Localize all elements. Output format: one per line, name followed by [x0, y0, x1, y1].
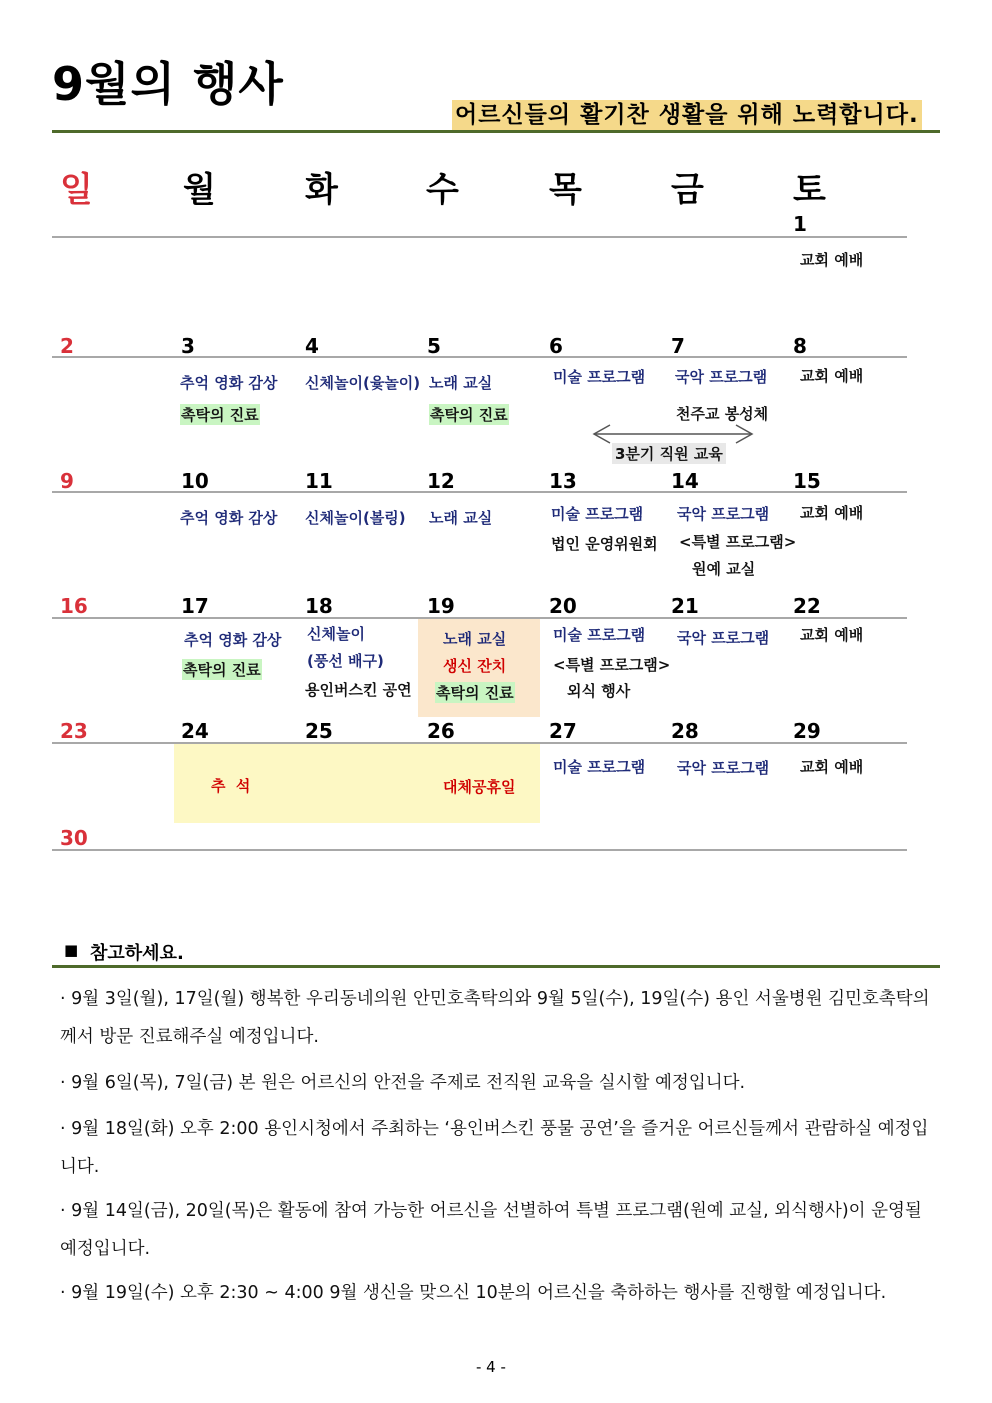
- event-singing: 노래 교실: [429, 374, 493, 392]
- event-staff-training: 3분기 직원 교육: [612, 443, 726, 464]
- day-number: 22: [793, 594, 821, 618]
- day-number: 24: [181, 719, 209, 743]
- note-item: · 9월 3일(월), 17일(월) 행복한 우리동네의원 안민호촉탁의와 9월 5일(수), 19일(수) 용인 서울병원 김민호촉탁의께서 방문 진료해주실 예정입니다.: [60, 989, 930, 1047]
- event-art: 미술 프로그램: [551, 505, 644, 523]
- day-number: 19: [427, 594, 455, 618]
- header-divider: [52, 130, 940, 133]
- event-balloon: (풍선 배구): [307, 652, 384, 670]
- weekday-wednesday: 수: [426, 170, 459, 210]
- event-physical-play: 신체놀이(볼링): [305, 509, 406, 527]
- event-dining-out: 외식 행사: [567, 682, 631, 700]
- event-church: 교회 예배: [800, 504, 864, 522]
- event-movie: 추억 영화 감상: [180, 509, 278, 527]
- event-art: 미술 프로그램: [553, 368, 646, 386]
- event-gugak: 국악 프로그램: [677, 759, 770, 777]
- day-number: 6: [549, 334, 563, 358]
- day-number: 7: [671, 334, 685, 358]
- event-art: 미술 프로그램: [553, 626, 646, 644]
- page-title: 9월의 행사: [52, 57, 284, 111]
- weekday-monday: 월: [183, 170, 216, 210]
- note-item: · 9월 19일(수) 오후 2:30 ~ 4:00 9월 생신을 맞으신 10분의 어르신을 축하하는 행사를 진행할 예정입니다.: [60, 1283, 887, 1303]
- week-line: [52, 236, 907, 238]
- day-number: 11: [305, 469, 333, 493]
- notes-title: 참고하세요.: [90, 943, 184, 964]
- day-number: 20: [549, 594, 577, 618]
- day-number: 4: [305, 334, 319, 358]
- event-gugak: 국악 프로그램: [675, 368, 768, 386]
- event-movie: 추억 영화 감상: [184, 631, 282, 649]
- event-busking: 용인버스킨 공연: [305, 681, 412, 699]
- event-substitute-holiday: 대체공휴일: [443, 778, 516, 796]
- day-number: 17: [181, 594, 209, 618]
- event-gardening: 원예 교실: [692, 560, 756, 578]
- event-communion: 천주교 봉성체: [676, 405, 769, 423]
- day-number: 30: [60, 826, 88, 850]
- note-item: · 9월 14일(금), 20일(목)은 활동에 참여 가능한 어르신을 선별하여 특별 프로그램(원예 교실, 외식행사)이 운영될 예정입니다.: [60, 1201, 922, 1259]
- event-singing: 노래 교실: [429, 509, 493, 527]
- day-number: 3: [181, 334, 195, 358]
- day-number: 2: [60, 334, 74, 358]
- event-special: <특별 프로그램>: [679, 533, 797, 551]
- event-physical-play: 신체놀이: [307, 625, 365, 643]
- event-chuseok: 추 석: [211, 777, 251, 795]
- event-committee: 법인 운영위원회: [551, 535, 658, 553]
- weekday-sunday: 일: [60, 170, 93, 210]
- event-doctor: 촉탁의 진료: [430, 406, 508, 424]
- note-item: · 9월 6일(목), 7일(금) 본 원은 어르신의 안전을 주제로 전직원 교육을 실시할 예정입니다.: [60, 1073, 746, 1093]
- event-doctor: 촉탁의 진료: [436, 684, 514, 702]
- event-church: 교회 예배: [800, 251, 864, 269]
- event-doctor: 촉탁의 진료: [181, 406, 259, 424]
- day-number: 13: [549, 469, 577, 493]
- day-number: 23: [60, 719, 88, 743]
- event-church: 교회 예배: [800, 367, 864, 385]
- weekday-saturday: 토: [793, 170, 826, 210]
- event-art: 미술 프로그램: [553, 758, 646, 776]
- day-number: 29: [793, 719, 821, 743]
- event-physical-play: 신체놀이(윷놀이): [305, 374, 421, 392]
- bullet-square-icon: ■: [64, 941, 79, 959]
- day-number: 5: [427, 334, 441, 358]
- notes-divider: [52, 965, 940, 968]
- day-number: 18: [305, 594, 333, 618]
- day-number: 8: [793, 334, 807, 358]
- day-number: 1: [793, 212, 807, 236]
- weekday-thursday: 목: [549, 170, 582, 210]
- page-number: - 4 -: [476, 1358, 506, 1376]
- event-church: 교회 예배: [800, 758, 864, 776]
- event-birthday: 생신 잔치: [443, 657, 507, 675]
- event-church: 교회 예배: [800, 626, 864, 644]
- day-number: 12: [427, 469, 455, 493]
- event-gugak: 국악 프로그램: [677, 629, 770, 647]
- day-number: 9: [60, 469, 74, 493]
- event-singing: 노래 교실: [443, 630, 507, 648]
- day-number: 16: [60, 594, 88, 618]
- day-number: 10: [181, 469, 209, 493]
- note-item: · 9월 18일(화) 오후 2:00 용인시청에서 주최하는 ‘용인버스킨 풍물 공연’을 즐거운 어르신들께서 관람하실 예정입니다.: [60, 1119, 929, 1177]
- day-number: 15: [793, 469, 821, 493]
- day-number: 28: [671, 719, 699, 743]
- day-number: 21: [671, 594, 699, 618]
- event-gugak: 국악 프로그램: [677, 505, 770, 523]
- weekday-friday: 금: [671, 170, 704, 210]
- day-number: 25: [305, 719, 333, 743]
- day-number: 27: [549, 719, 577, 743]
- day-number: 26: [427, 719, 455, 743]
- event-doctor: 촉탁의 진료: [183, 661, 261, 679]
- week-line: [52, 849, 907, 851]
- weekday-tuesday: 화: [305, 170, 338, 210]
- event-movie: 추억 영화 감상: [180, 374, 278, 392]
- day-number: 14: [671, 469, 699, 493]
- event-special: <특별 프로그램>: [553, 656, 671, 674]
- page-subtitle: 어르신들의 활기찬 생활을 위해 노력합니다.: [452, 100, 922, 130]
